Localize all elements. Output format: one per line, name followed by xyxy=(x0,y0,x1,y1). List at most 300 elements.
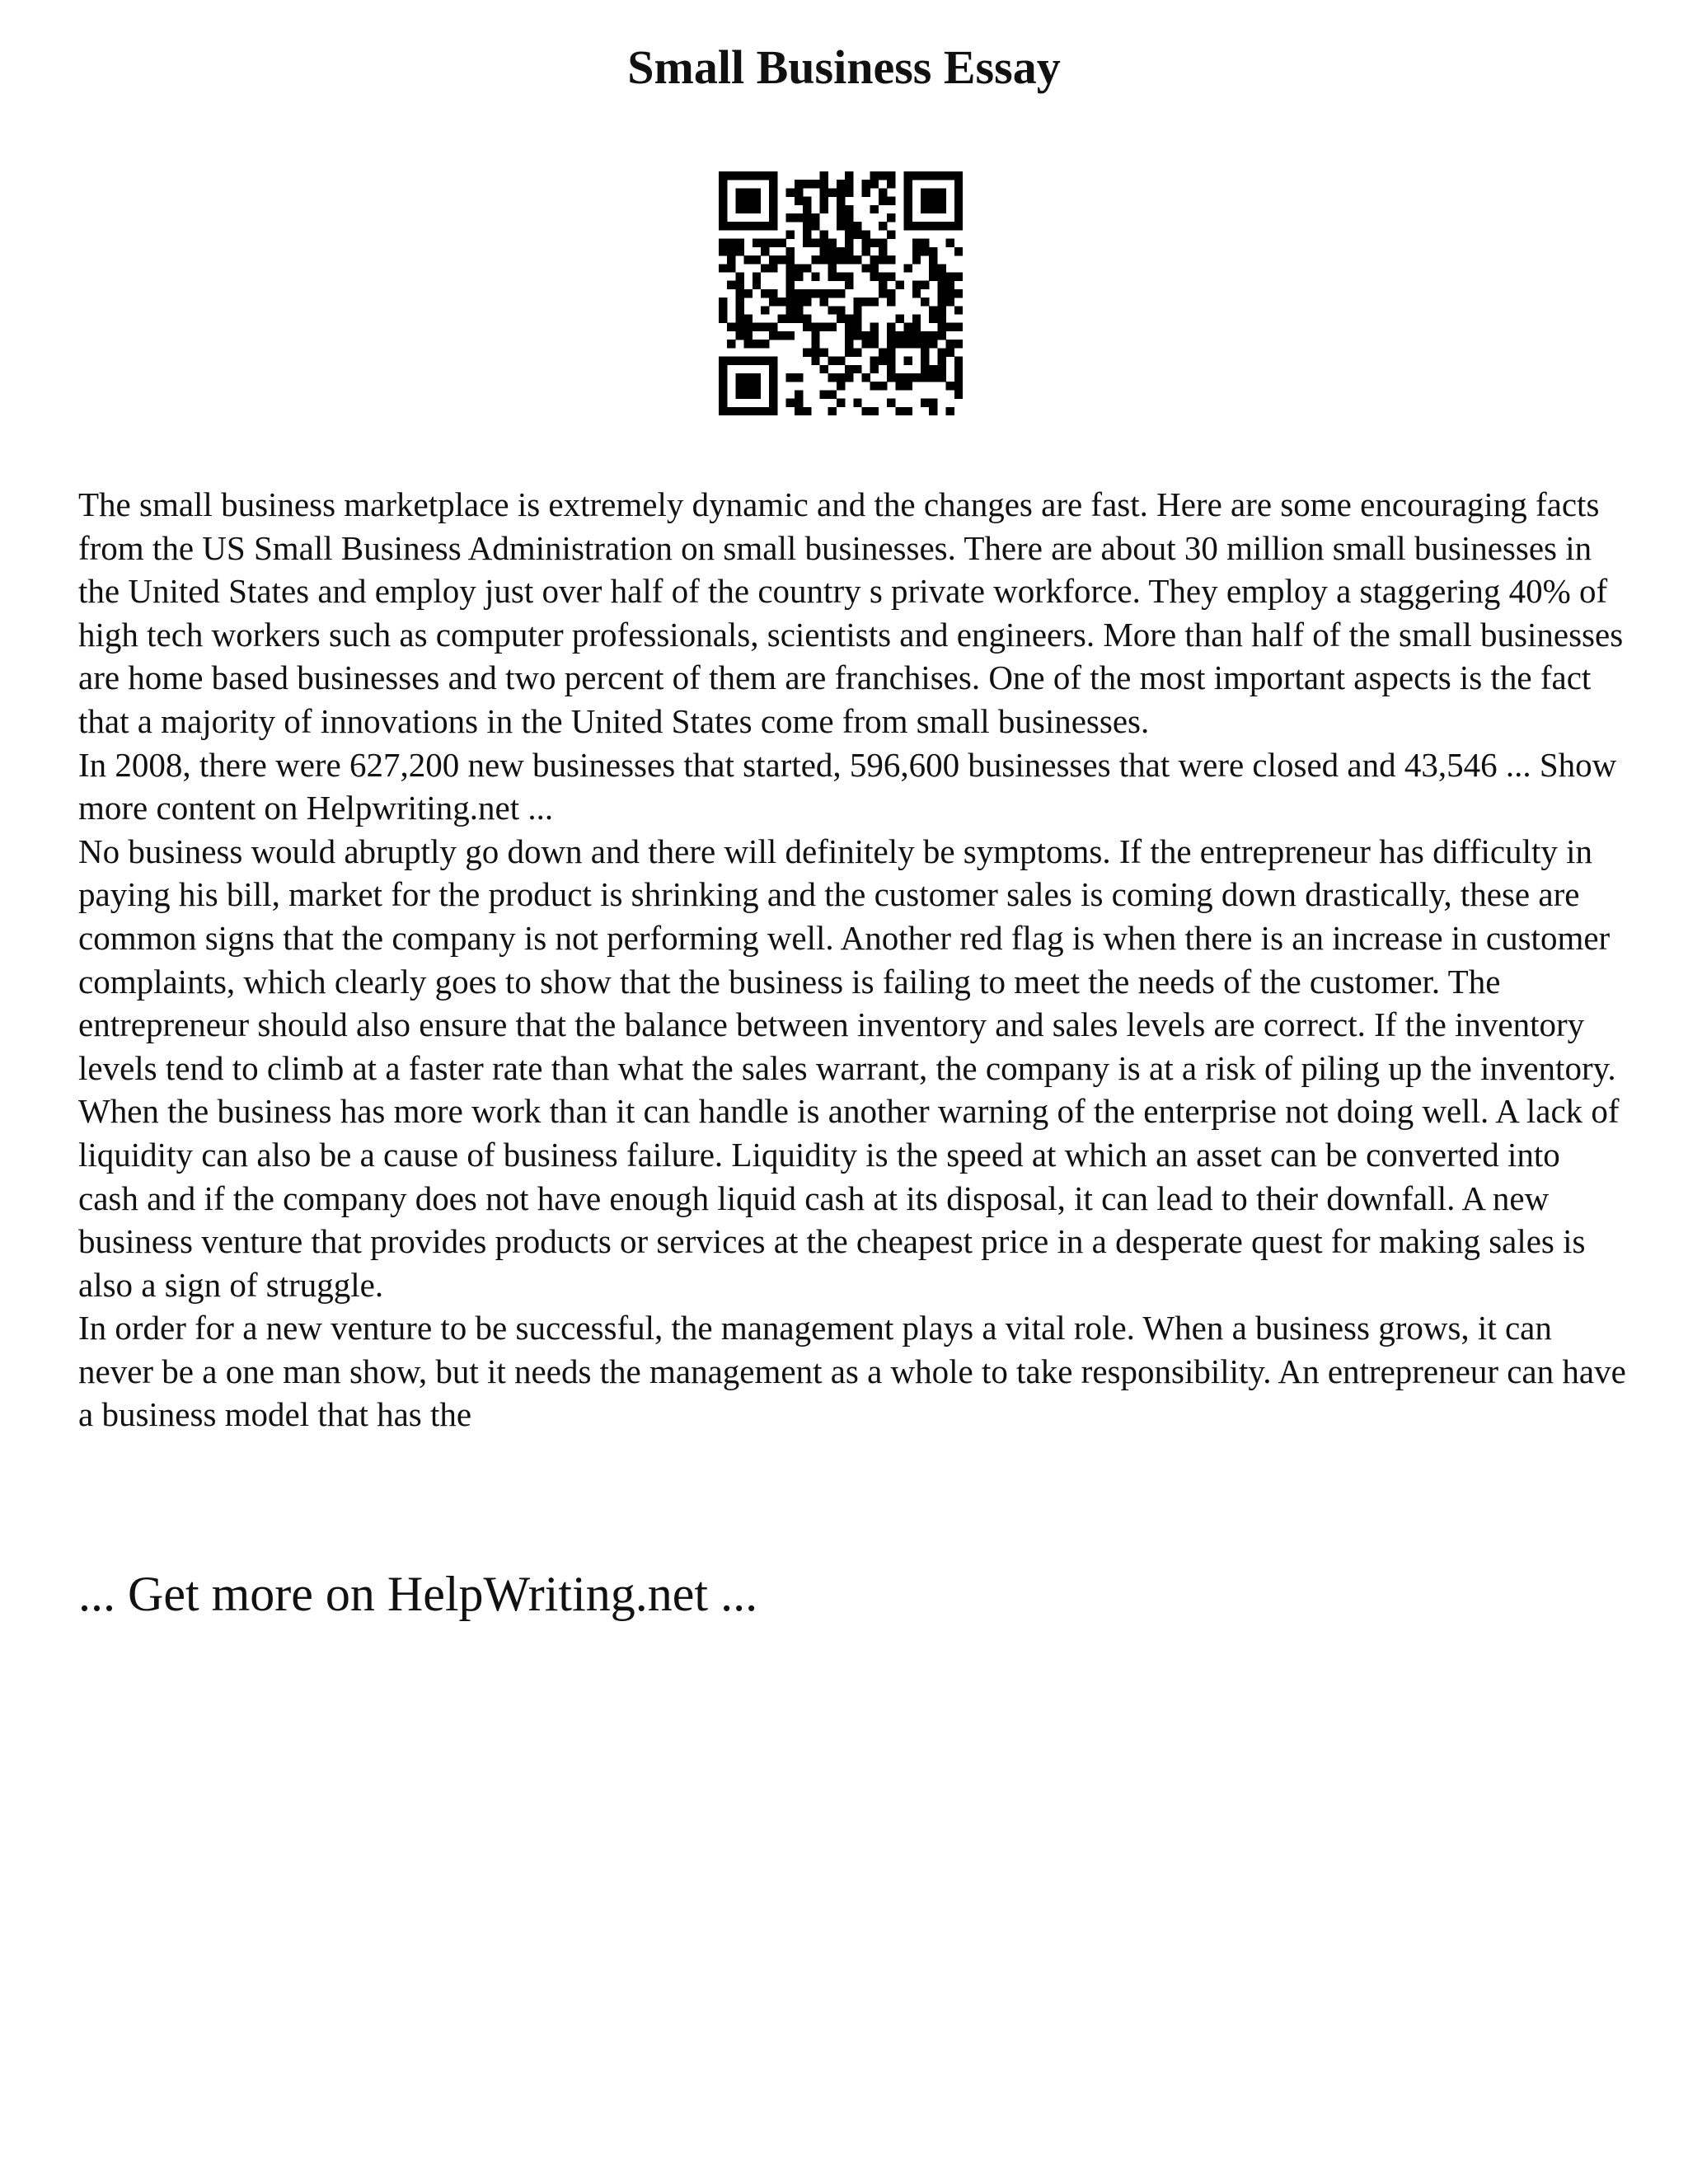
qr-module xyxy=(744,255,753,264)
qr-module xyxy=(879,289,887,298)
qr-module xyxy=(912,323,921,331)
qr-module xyxy=(769,222,777,230)
qr-module xyxy=(921,331,929,340)
qr-module xyxy=(828,255,837,264)
qr-module xyxy=(769,205,777,213)
qr-module xyxy=(735,205,743,213)
qr-module xyxy=(753,188,761,196)
qr-module xyxy=(954,197,963,205)
qr-module xyxy=(786,255,795,264)
qr-module xyxy=(735,171,743,180)
qr-module xyxy=(946,340,954,348)
qr-module xyxy=(870,407,879,415)
qr-module xyxy=(929,315,937,323)
qr-module xyxy=(744,382,753,390)
qr-module xyxy=(744,222,753,230)
qr-module xyxy=(761,171,769,180)
qr-module xyxy=(803,205,811,213)
qr-module xyxy=(845,331,853,340)
qr-module xyxy=(862,407,870,415)
qr-module xyxy=(904,264,912,272)
qr-module xyxy=(853,348,861,356)
qr-module xyxy=(735,222,743,230)
qr-module xyxy=(828,390,837,398)
qr-module xyxy=(727,247,735,255)
qr-module xyxy=(735,407,743,415)
qr-module xyxy=(853,255,861,264)
qr-module xyxy=(719,407,727,415)
qr-module xyxy=(769,399,777,407)
qr-module xyxy=(769,331,777,340)
qr-module xyxy=(819,348,828,356)
qr-module xyxy=(786,264,795,272)
qr-module xyxy=(921,222,929,230)
qr-module xyxy=(862,247,870,255)
qr-module xyxy=(753,272,761,280)
qr-module xyxy=(879,281,887,289)
qr-module xyxy=(845,365,853,373)
qr-module xyxy=(837,382,845,390)
qr-module xyxy=(929,331,937,340)
qr-module xyxy=(744,315,753,323)
qr-module xyxy=(735,272,743,280)
qr-module xyxy=(862,230,870,238)
qr-module xyxy=(904,340,912,348)
qr-module xyxy=(937,272,945,280)
qr-module xyxy=(954,323,963,331)
qr-module xyxy=(879,188,887,196)
qr-module xyxy=(795,373,803,382)
qr-module xyxy=(887,180,895,188)
qr-module xyxy=(753,239,761,247)
qr-module xyxy=(887,373,895,382)
qr-module xyxy=(904,407,912,415)
get-more-link[interactable]: ... Get more on HelpWriting.net ... xyxy=(78,1567,758,1621)
qr-module xyxy=(887,399,895,407)
qr-module xyxy=(828,188,837,196)
qr-module xyxy=(795,188,803,196)
qr-module xyxy=(719,390,727,398)
qr-module xyxy=(937,315,945,323)
qr-module xyxy=(870,180,879,188)
qr-module xyxy=(811,348,819,356)
qr-module xyxy=(887,230,895,238)
qr-module xyxy=(887,213,895,222)
qr-module xyxy=(744,357,753,365)
qr-module xyxy=(819,247,828,255)
qr-module xyxy=(904,171,912,180)
qr-module xyxy=(879,222,887,230)
qr-module xyxy=(912,171,921,180)
qr-module xyxy=(769,365,777,373)
qr-module xyxy=(811,289,819,298)
qr-module xyxy=(735,323,743,331)
qr-module xyxy=(828,357,837,365)
qr-module xyxy=(870,382,879,390)
qr-module xyxy=(753,323,761,331)
qr-module xyxy=(837,255,845,264)
qr-module xyxy=(719,264,727,272)
qr-module xyxy=(744,323,753,331)
qr-module xyxy=(870,365,879,373)
qr-module xyxy=(828,323,837,331)
qr-module xyxy=(845,340,853,348)
qr-module xyxy=(727,264,735,272)
qr-module xyxy=(753,205,761,213)
qr-module xyxy=(786,188,795,196)
qr-module xyxy=(912,373,921,382)
qr-module xyxy=(744,289,753,298)
qr-module xyxy=(727,357,735,365)
qr-module xyxy=(753,171,761,180)
qr-module xyxy=(954,222,963,230)
qr-module xyxy=(719,373,727,382)
qr-module xyxy=(887,340,895,348)
qr-module xyxy=(862,373,870,382)
qr-module xyxy=(937,289,945,298)
qr-module xyxy=(954,373,963,382)
qr-module xyxy=(769,390,777,398)
qr-module xyxy=(828,264,837,272)
qr-module xyxy=(895,340,903,348)
qr-module xyxy=(744,197,753,205)
qr-module xyxy=(735,373,743,382)
qr-module xyxy=(735,315,743,323)
qr-module xyxy=(795,197,803,205)
qr-module xyxy=(795,306,803,314)
qr-module xyxy=(719,247,727,255)
qr-module xyxy=(719,222,727,230)
qr-module xyxy=(937,306,945,314)
qr-module xyxy=(954,365,963,373)
qr-module xyxy=(870,323,879,331)
qr-module xyxy=(879,197,887,205)
qr-module xyxy=(735,281,743,289)
qr-module xyxy=(845,315,853,323)
qr-module xyxy=(937,298,945,306)
qr-module xyxy=(946,171,954,180)
qr-module xyxy=(887,255,895,264)
qr-module xyxy=(744,390,753,398)
qr-module xyxy=(735,390,743,398)
qr-module xyxy=(887,365,895,373)
qr-module xyxy=(904,382,912,390)
qr-module xyxy=(837,315,845,323)
qr-module xyxy=(895,315,903,323)
qr-module xyxy=(904,331,912,340)
qr-module xyxy=(803,264,811,272)
qr-module xyxy=(946,323,954,331)
qr-module xyxy=(819,390,828,398)
qr-module xyxy=(828,373,837,382)
qr-module xyxy=(803,239,811,247)
qr-module xyxy=(921,247,929,255)
qr-module xyxy=(769,323,777,331)
qr-module xyxy=(946,407,954,415)
qr-module xyxy=(819,171,828,180)
paragraph: No business would abruptly go down and there will definitely be symptoms. If the entrepreneur has difficulty in paying his bill, market for the product is shrinking and the customer sales is coming down drastically, these are common signs that the company is not performing well. Another red flag is when there is an increase in customer complaints, which clearly goes to show that the business is failing to meet the needs of the customer. The entrepreneur should also ensure that the balance between inventory and sales levels are correct. If the inventory levels tend to climb at a faster rate than what the sales warrant, the company is at a risk of piling up the inventory. When the business has more work than it can handle is another warning of the enterprise not doing well. A lack of liquidity can also be a cause of business failure. Liquidity is the speed at which an asset can be converted into cash and if the company does not have enough liquid cash at its disposal, it can lead to their downfall. A new business venture that provides products or services at the cheapest price in a desperate quest for making sales is also a sign of struggle. xyxy=(78,832,1620,1304)
qr-module xyxy=(819,289,828,298)
qr-module xyxy=(887,197,895,205)
qr-module xyxy=(803,230,811,238)
qr-module xyxy=(870,272,879,280)
qr-module xyxy=(845,281,853,289)
qr-module xyxy=(735,306,743,314)
qr-module xyxy=(828,239,837,247)
qr-module xyxy=(946,222,954,230)
qr-module xyxy=(719,239,727,247)
qr-module xyxy=(879,255,887,264)
qr-module xyxy=(837,197,845,205)
qr-module xyxy=(870,239,879,247)
qr-module xyxy=(845,205,853,213)
qr-module xyxy=(929,255,937,264)
qr-module xyxy=(870,340,879,348)
qr-module xyxy=(744,340,753,348)
qr-module xyxy=(719,188,727,196)
qr-module xyxy=(735,357,743,365)
qr-module xyxy=(786,289,795,298)
qr-module xyxy=(862,188,870,196)
qr-module xyxy=(803,348,811,356)
qr-module xyxy=(735,239,743,247)
qr-module xyxy=(753,340,761,348)
qr-module xyxy=(819,365,828,373)
qr-module xyxy=(803,289,811,298)
qr-module xyxy=(954,171,963,180)
qr-module xyxy=(946,382,954,390)
qr-module xyxy=(921,205,929,213)
qr-module xyxy=(795,315,803,323)
qr-module xyxy=(879,348,887,356)
qr-module xyxy=(719,298,727,306)
qr-module xyxy=(887,331,895,340)
qr-module xyxy=(845,180,853,188)
qr-module xyxy=(777,298,785,306)
qr-module xyxy=(769,382,777,390)
qr-module xyxy=(828,272,837,280)
qr-module xyxy=(870,331,879,340)
qr-module xyxy=(929,407,937,415)
qr-module xyxy=(937,197,945,205)
qr-module xyxy=(719,357,727,365)
qr-module xyxy=(870,357,879,365)
qr-module xyxy=(761,222,769,230)
qr-module xyxy=(761,407,769,415)
qr-module xyxy=(937,373,945,382)
qr-module xyxy=(954,340,963,348)
qr-module xyxy=(937,205,945,213)
qr-module xyxy=(786,399,795,407)
qr-module xyxy=(929,340,937,348)
qr-module xyxy=(870,298,879,306)
qr-module xyxy=(887,357,895,365)
qr-module xyxy=(769,298,777,306)
paragraph: The small business marketplace is extremely dynamic and the changes are fast. Here are some encouraging facts from the US Small Business Administration on small businesses. There are about 30 million small businesses in the United States and employ just over half of the country s private workforce. They employ a staggering 40% of high tech workers such as computer professionals, scientists and engineers. More than half of the small businesses are home based businesses and two percent of them are franchises. One of the most important aspects is the fact that a majority of innovations in the United States come from small businesses. xyxy=(78,485,1624,740)
qr-module xyxy=(786,247,795,255)
qr-module xyxy=(929,222,937,230)
qr-module xyxy=(819,188,828,196)
qr-module xyxy=(904,357,912,365)
qr-module xyxy=(719,399,727,407)
qr-module xyxy=(735,188,743,196)
qr-module xyxy=(862,239,870,247)
qr-module xyxy=(895,281,903,289)
qr-module xyxy=(929,264,937,272)
qr-module xyxy=(727,255,735,264)
qr-module xyxy=(786,272,795,280)
qr-module xyxy=(946,348,954,356)
qr-module xyxy=(921,239,929,247)
qr-module xyxy=(929,373,937,382)
qr-module xyxy=(761,323,769,331)
qr-module xyxy=(929,247,937,255)
qr-module xyxy=(870,255,879,264)
qr-module xyxy=(819,298,828,306)
qr-module xyxy=(744,188,753,196)
qr-module xyxy=(904,213,912,222)
qr-module xyxy=(837,180,845,188)
qr-module xyxy=(803,298,811,306)
qr-module xyxy=(904,205,912,213)
qr-module xyxy=(937,264,945,272)
qr-module xyxy=(845,188,853,196)
qr-module xyxy=(929,272,937,280)
qr-module xyxy=(887,171,895,180)
qr-module xyxy=(929,188,937,196)
qr-module xyxy=(769,264,777,272)
qr-module xyxy=(853,331,861,340)
qr-module xyxy=(895,331,903,340)
qr-module xyxy=(912,222,921,230)
qr-module xyxy=(811,357,819,365)
qr-module xyxy=(819,239,828,247)
qr-module xyxy=(811,180,819,188)
qr-module xyxy=(727,281,735,289)
qr-module xyxy=(727,323,735,331)
qr-module xyxy=(853,323,861,331)
qr-module xyxy=(837,222,845,230)
qr-module xyxy=(769,239,777,247)
essay-body xyxy=(78,483,1628,1436)
qr-module xyxy=(769,255,777,264)
qr-module xyxy=(921,357,929,365)
qr-module xyxy=(761,264,769,272)
qr-module xyxy=(727,171,735,180)
qr-module xyxy=(954,272,963,280)
qr-module xyxy=(904,188,912,196)
qr-module xyxy=(912,315,921,323)
qr-module xyxy=(946,281,954,289)
qr-module xyxy=(946,298,954,306)
qr-module xyxy=(786,331,795,340)
qr-module xyxy=(929,365,937,373)
qr-module xyxy=(921,348,929,356)
qr-module xyxy=(744,407,753,415)
qr-module xyxy=(845,247,853,255)
qr-module xyxy=(795,264,803,272)
qr-module xyxy=(719,205,727,213)
qr-module xyxy=(727,340,735,348)
qr-module xyxy=(837,357,845,365)
qr-module xyxy=(786,213,795,222)
qr-module xyxy=(870,264,879,272)
qr-module xyxy=(786,306,795,314)
qr-module xyxy=(803,407,811,415)
qr-module xyxy=(786,230,795,238)
qr-module xyxy=(786,373,795,382)
qr-module xyxy=(887,298,895,306)
qr-code-graphic xyxy=(719,171,963,415)
qr-module xyxy=(769,213,777,222)
qr-module xyxy=(954,247,963,255)
qr-module xyxy=(795,298,803,306)
qr-module xyxy=(921,197,929,205)
qr-module xyxy=(845,272,853,280)
qr-module xyxy=(879,272,887,280)
qr-module xyxy=(937,331,945,340)
qr-module xyxy=(921,298,929,306)
qr-module xyxy=(921,399,929,407)
qr-module xyxy=(753,222,761,230)
qr-module xyxy=(769,407,777,415)
qr-module xyxy=(837,373,845,382)
qr-module xyxy=(761,306,769,314)
paragraph: In 2008, there were 627,200 new businesses that started, 596,600 businesses that were closed and 43,546 ... Show more content on Helpwriting.net ... xyxy=(78,745,1617,827)
qr-module xyxy=(937,365,945,373)
qr-module xyxy=(904,373,912,382)
qr-module xyxy=(954,289,963,298)
qr-module xyxy=(904,323,912,331)
qr-module xyxy=(719,197,727,205)
qr-module xyxy=(895,407,903,415)
qr-module xyxy=(912,340,921,348)
qr-module xyxy=(744,171,753,180)
qr-module xyxy=(786,315,795,323)
qr-module xyxy=(937,348,945,356)
qr-module xyxy=(862,298,870,306)
qr-module xyxy=(845,323,853,331)
qr-module xyxy=(954,180,963,188)
qr-module xyxy=(837,205,845,213)
qr-module xyxy=(912,255,921,264)
qr-module xyxy=(769,197,777,205)
qr-module xyxy=(946,289,954,298)
qr-module xyxy=(828,289,837,298)
qr-module xyxy=(753,281,761,289)
qr-module xyxy=(753,390,761,398)
qr-module xyxy=(795,180,803,188)
qr-module xyxy=(862,340,870,348)
qr-module xyxy=(819,230,828,238)
qr-module xyxy=(811,272,819,280)
qr-module xyxy=(735,197,743,205)
qr-module xyxy=(811,213,819,222)
qr-module xyxy=(811,239,819,247)
qr-module xyxy=(845,348,853,356)
qr-module xyxy=(744,331,753,340)
qr-module xyxy=(937,188,945,196)
qr-module xyxy=(786,281,795,289)
qr-module xyxy=(819,255,828,264)
qr-module xyxy=(777,331,785,340)
qr-module xyxy=(887,348,895,356)
qr-module xyxy=(879,171,887,180)
qr-module xyxy=(803,180,811,188)
qr-module xyxy=(837,399,845,407)
qr-module xyxy=(912,289,921,298)
qr-module xyxy=(862,264,870,272)
